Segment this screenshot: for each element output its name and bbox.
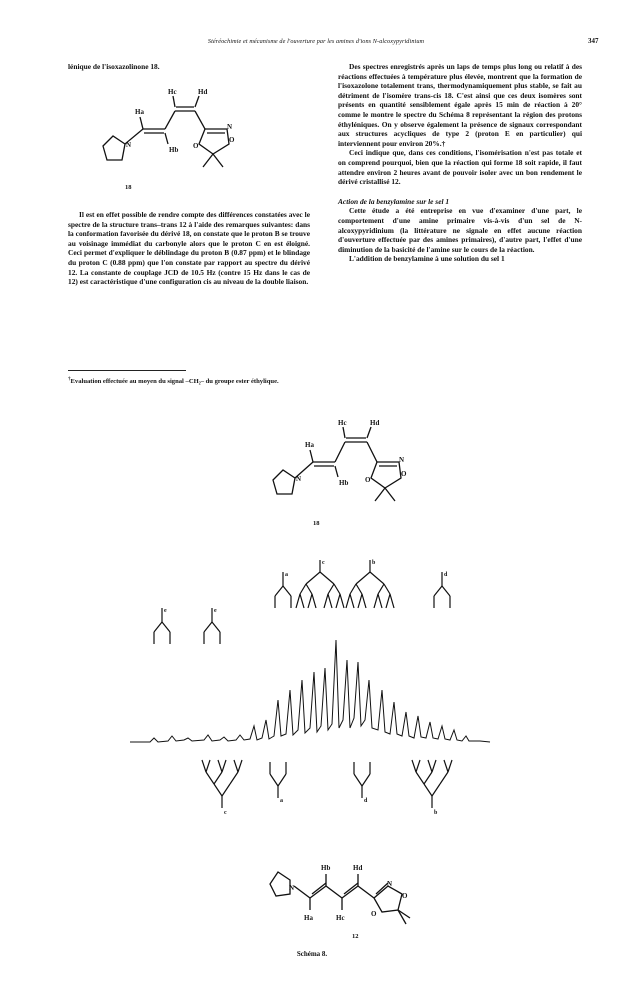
scheme-caption: Schéma 8.: [296, 950, 328, 958]
lower-label-b: b: [434, 810, 438, 816]
structure-18-scheme: [265, 400, 445, 530]
upper-tree-a: [275, 572, 291, 608]
label-n-ring: N: [399, 456, 405, 464]
label-hc: Hc: [338, 419, 347, 427]
label-o-carbonyl: O: [365, 476, 371, 484]
nmr-spectrum: [120, 540, 500, 840]
right-paragraph-2: Ceci indique que, dans ces conditions, l'isomérisation n'est pas totale et on comprend pourquoi, bien que la réaction qui forme 18 soit rapide, il faut attendre environ 2 heures avant de pouvoir isoler avec un bon rendement le dérivé cristallisé 12.: [338, 148, 582, 187]
label-hd: Hd: [353, 864, 363, 872]
upper-tree-e1: [154, 608, 170, 644]
left-column-body: [68, 210, 310, 287]
running-head: Stéréochimie et mécanisme de l'ouverture par les amines d'ions N-alcoxypyridinium: [207, 38, 425, 45]
label-hb: Hb: [321, 864, 331, 872]
upper-tree-d: [434, 572, 450, 608]
right-paragraph-3: Cette étude a été entreprise en vue d'examiner d'une part, le comportement d'une amine primaire vis-à-vis d'un sel de N-alcoxypyridinium (la littérature ne signale en effet aucune réaction d'ouverture effectuée par des amines primaires), d'autre part, l'effet d'une diminution de la basicité de l'amine sur le cours de la réaction.: [338, 206, 582, 254]
upper-tree-b: [346, 560, 394, 608]
structure-12: [270, 850, 470, 950]
label-o-ring: O: [402, 892, 408, 900]
label-ha: Ha: [305, 441, 314, 449]
label-hc: Hc: [168, 88, 177, 96]
label-o-ring: O: [229, 136, 235, 144]
label-o-carbonyl: O: [193, 142, 199, 150]
compound-number-18-top: 18: [125, 184, 132, 191]
label-hb: Hb: [169, 146, 179, 154]
label-ha: Ha: [304, 914, 313, 922]
left-column-first-line: [68, 62, 310, 72]
right-column: [338, 62, 582, 264]
upper-label-d: d: [444, 572, 448, 578]
label-hd: Hd: [198, 88, 208, 96]
section-title: Action de la benzylamine sur le sel 1: [338, 196, 450, 206]
spectrum-trace: [130, 640, 490, 742]
upper-label-e1: e: [164, 608, 167, 614]
footnote: [68, 376, 310, 387]
lower-tree-c: [202, 760, 242, 808]
upper-tree-e2: [204, 608, 220, 644]
lower-label-d: d: [364, 798, 368, 804]
compound-number-12: 12: [352, 933, 359, 940]
label-n-amine: N: [126, 141, 132, 149]
label-n-amine: N: [296, 475, 302, 483]
label-o-ring: O: [401, 470, 407, 478]
upper-label-b: b: [372, 560, 376, 566]
left-paragraph-1: lénique de l'isoxazolinone 18.: [68, 62, 160, 71]
label-n-amine: N: [289, 884, 295, 892]
label-hd: Hd: [370, 419, 380, 427]
lower-tree-b: [412, 760, 452, 808]
upper-tree-c: [296, 560, 344, 608]
lower-label-c: c: [224, 810, 227, 816]
right-paragraph-4: L'addition de benzylamine à une solution du sel 1: [349, 254, 505, 264]
right-paragraph-1: Des spectres enregistrés après un laps de temps plus long ou relatif à des réactions effectuées à température plus élevée, montrent que la formation de l'isoxazolone totalement trans, thermodynamiquement plus stable, se fait au détriment de l'isomère trans-cis 18. C'est ainsi que ces deux isomères sont présents en quantité sensiblement égale après 15 min de réaction à 20° comme le montre le spectre du Schéma 8 représentant la région des protons éthyléniques. On y observe également la présence de signaux correspondant aux structures acycliques de type 2 (proton E en particulier) qui interviennent pour environ 20%.†: [338, 62, 582, 148]
structure-18-top: [95, 74, 275, 199]
label-o-carbonyl: O: [371, 910, 377, 918]
page-number: 347: [588, 37, 599, 45]
upper-label-e2: e: [214, 608, 217, 614]
label-hc: Hc: [336, 914, 345, 922]
upper-label-a: a: [285, 572, 288, 578]
lower-tree-a: [270, 762, 286, 798]
left-paragraph-2: Il est en effet possible de rendre compte des différences constatées avec le spectre de la structure trans–trans 12 à l'aide des remarques suivantes: dans la conformation favorisée du dérivé 18, on constate que le proton B se trouve au voisinage immédiat du carbonyle alors que le proton C en est éloigné. Ceci permet d'expliquer le déblindage du proton B (0.87 ppm) et le blindage du proton C (0.88 ppm) que l'on constate par rapport au spectre du dérivé 12. La constante de couplage JCD de 10.5 Hz (contre 15 Hz dans le cas de 12) est caractéristique d'une configuration cis au niveau de la double liaison.: [68, 210, 310, 287]
label-ha: Ha: [135, 108, 144, 116]
footnote-mark: †: [68, 377, 71, 382]
label-n-ring: N: [227, 123, 233, 131]
upper-label-c: c: [322, 560, 325, 566]
lower-tree-d: [354, 762, 370, 798]
footnote-rule: [68, 370, 186, 371]
compound-number-18-scheme: 18: [313, 520, 320, 527]
label-hb: Hb: [339, 479, 349, 487]
lower-label-a: a: [280, 798, 283, 804]
label-n-ring: N: [387, 880, 393, 888]
footnote-text: Evaluation effectuée au moyen du signal –CH₂– du groupe ester éthylique.: [70, 378, 279, 386]
